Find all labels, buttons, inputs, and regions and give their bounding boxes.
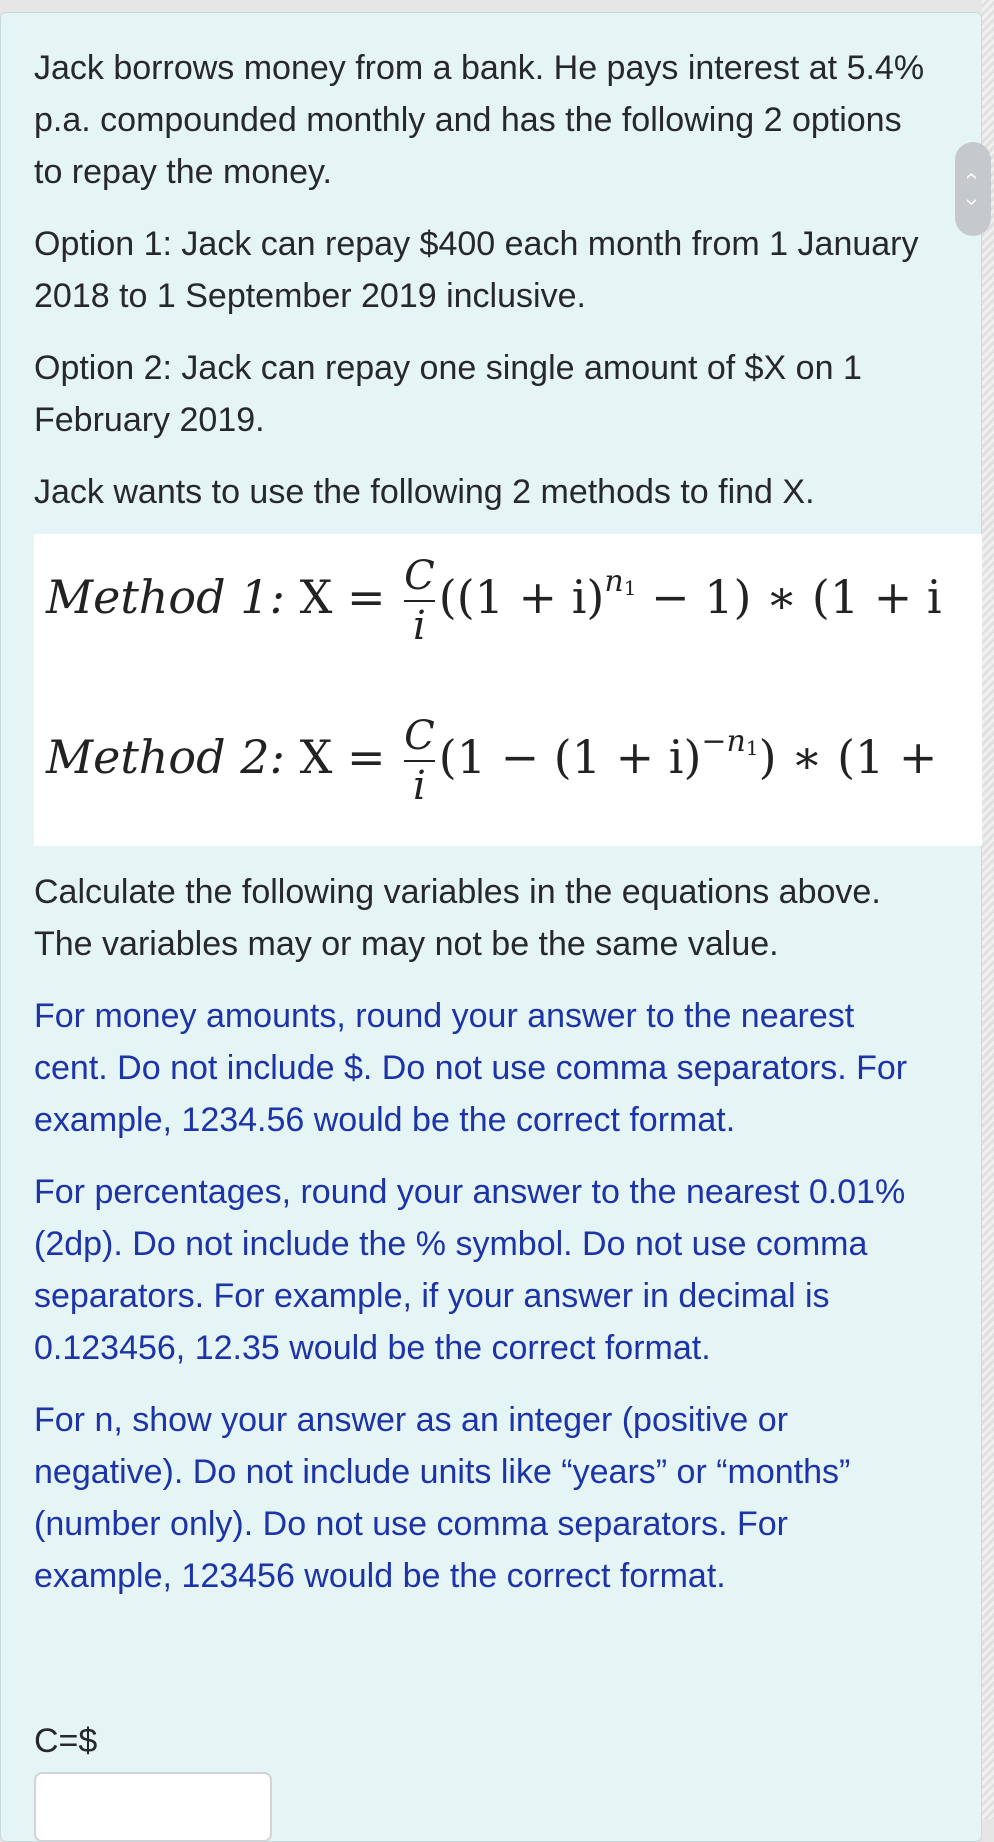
percent-instruction: For percentages, round your answer to the nearest 0.01% (2dp). Do not include the % symbol. Do not use comma separators. For example, if your answer in decimal is 0.123456, 12.35 would be the correct format. [34, 1173, 906, 1367]
method-2-lhs: X = [299, 730, 386, 784]
formula-box [34, 534, 982, 846]
method-2-numerator: C [404, 716, 435, 762]
method-2-label: Method 2: [46, 730, 285, 784]
scroll-down-icon[interactable]: › [960, 198, 986, 206]
method-1-lhs: X = [299, 570, 386, 624]
method-1-equation [46, 553, 942, 649]
method-2-body-b: ) ∗ (1 + [758, 730, 938, 784]
method-1-denominator: i [413, 603, 426, 649]
method-1-body-a: ((1 + i) [438, 570, 605, 624]
method-1-label: Method 1: [46, 570, 285, 624]
answer-label: C=$ [34, 1722, 98, 1760]
option-1: Option 1: Jack can repay $400 each month from 1 January 2018 to 1 September 2019 inclusive. [34, 225, 919, 315]
page-edge [982, 0, 994, 1819]
n-instruction: For n, show your answer as an integer (positive or negative). Do not include units like “years” or “months” (number only). Do not use comma separators. For example, 123456 would be the correct format. [34, 1401, 851, 1595]
calc-instruction: Calculate the following variables in the equations above. The variables may or may not be the same value. [34, 873, 881, 963]
scroll-up-icon[interactable]: ‹ [960, 172, 986, 180]
method-1-body-b: − 1) ∗ (1 + i [636, 570, 942, 624]
method-2-exponent: −n1 [701, 724, 759, 760]
question-text [34, 42, 934, 538]
method-1-exponent: n1 [604, 564, 637, 600]
methods-intro: Jack wants to use the following 2 methods to find X. [34, 473, 815, 511]
method-2-body-a: (1 − (1 + i) [438, 730, 702, 784]
method-1-numerator: C [404, 556, 435, 602]
scroll-control[interactable] [955, 142, 991, 236]
method-2-denominator: i [413, 763, 426, 809]
method-2-fraction [404, 713, 435, 809]
method-1-fraction [404, 553, 435, 649]
instructions [34, 866, 934, 1622]
option-2: Option 2: Jack can repay one single amount of $X on 1 February 2019. [34, 349, 862, 439]
method-2-equation [46, 713, 938, 809]
answer-input-c[interactable] [34, 1772, 272, 1842]
money-instruction: For money amounts, round your answer to the nearest cent. Do not include $. Do not use comma separators. For example, 1234.56 would be the correct format. [34, 997, 908, 1139]
question-intro: Jack borrows money from a bank. He pays interest at 5.4% p.a. compounded monthly and has the following 2 options to repay the money. [34, 49, 925, 191]
